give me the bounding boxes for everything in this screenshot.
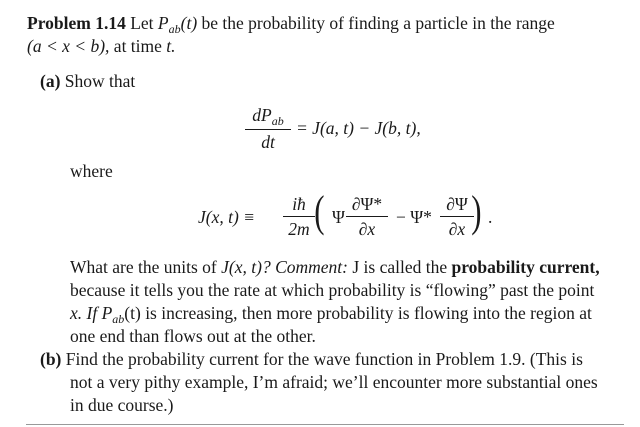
part-b-line-3: in due course.) [70, 395, 174, 415]
bottom-divider [26, 424, 624, 425]
eq1-denominator: dt [261, 132, 275, 152]
eq2-prefactor-den: 2m [288, 219, 310, 239]
p-subscript: ab [168, 22, 181, 36]
eq2-prefactor-bar [283, 216, 315, 217]
para-line-3 [70, 302, 592, 326]
eq2-deriv2-den: ∂x [448, 219, 466, 239]
eq2-minus-psistar: − Ψ* [396, 207, 432, 227]
intro-mid: be the probability of finding a particle in the range [201, 13, 555, 33]
eq2-deriv1 [346, 193, 388, 240]
para-l1-a: What are the units of [70, 257, 217, 277]
eq1-fraction-bar [245, 129, 291, 130]
at-time-text: at time [113, 36, 162, 56]
eq2-psi: Ψ [332, 207, 345, 227]
para-l3-b: (t) is increasing, then more probability is flowing into the region at [124, 303, 592, 323]
eq1-rhs: = J(a, t) − J(b, t), [296, 118, 421, 138]
range-text: (a < x < b), [27, 36, 110, 56]
eq2-deriv1-num: ∂Ψ* [351, 194, 383, 214]
para-l3-p: P [101, 303, 113, 323]
problem-label: Problem 1.14 [27, 13, 126, 33]
eq1-num-sub: ab [271, 114, 284, 128]
part-b-line-1 [40, 348, 583, 370]
eq2-deriv2-bar [440, 216, 474, 217]
part-b-line-2: not a very pithy example, I’m afraid; we’ll encounter more substantial ones [70, 372, 598, 392]
para-line-2: because it tells you the rate at which probability is “flowing” past the point [70, 280, 595, 300]
problem-line-2 [27, 35, 176, 57]
eq2-deriv1-den: ∂x [358, 219, 376, 239]
eq2-end-period: . [488, 207, 493, 227]
para-l1-b: J is called the [352, 257, 448, 277]
eq2-lhs: J(x, t) ≡ [198, 207, 255, 227]
eq2-right-paren: ) [471, 187, 482, 236]
para-l3-a: x. If [70, 303, 98, 323]
part-a-heading [40, 70, 135, 92]
eq2-deriv2 [440, 193, 474, 240]
eq1-numerator [245, 104, 291, 128]
eq2-prefactor-num: iħ [292, 194, 306, 214]
p-arg: (t) [180, 13, 198, 33]
eq2-prefactor [283, 193, 315, 240]
para-l3-psub: ab [112, 312, 125, 326]
p-symbol: P [157, 13, 169, 33]
part-b-label: (b) [40, 349, 62, 369]
eq2-deriv2-num: ∂Ψ [446, 194, 468, 214]
para-line-1 [70, 256, 600, 278]
where-text: where [70, 161, 113, 181]
eq2-deriv1-bar [346, 216, 388, 217]
para-l1-comment: Comment: [275, 257, 348, 277]
eq2-left-paren: ( [314, 187, 325, 236]
part-a-label: (a) [40, 71, 61, 91]
para-l1-j: J(x, t)? [221, 257, 271, 277]
para-line-4: one end than flows out at the other. [70, 326, 316, 346]
para-l1-bold: probability current, [451, 257, 600, 277]
intro-pre: Let [130, 13, 154, 33]
part-b-text-1: Find the probability current for the wave function in Problem 1.9. (This is [65, 349, 583, 369]
eq1-fraction [245, 104, 291, 153]
eq1-num-text: dP [252, 105, 272, 125]
part-a-text: Show that [64, 71, 136, 91]
t-end: t. [166, 36, 176, 56]
problem-line-1 [27, 12, 555, 36]
